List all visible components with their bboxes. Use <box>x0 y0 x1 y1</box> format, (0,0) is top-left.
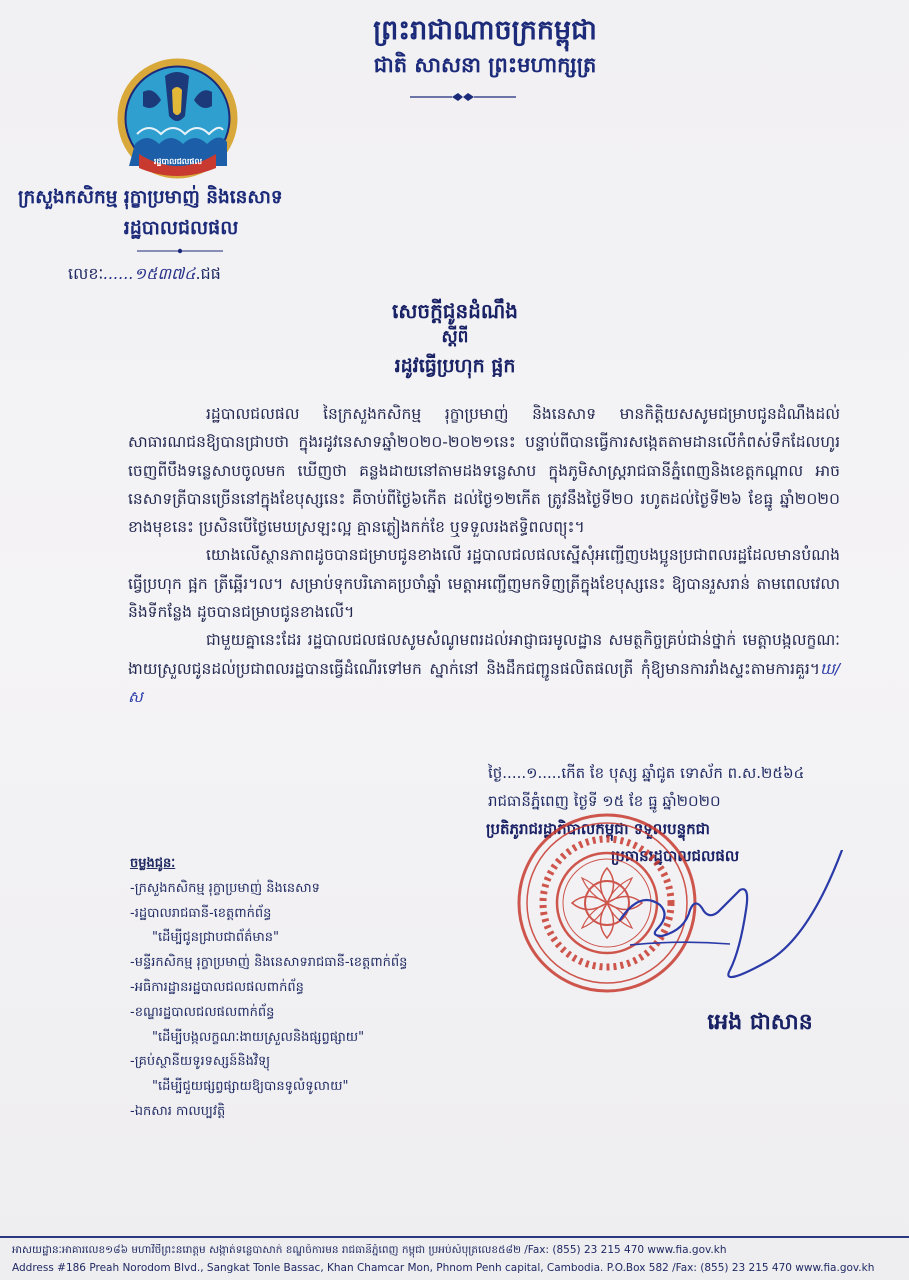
cc-list <box>130 877 460 1125</box>
footer-address-english: Address #186 Preah Norodom Blvd., Sangkat Tonle Bassac, Khan Chamcar Mon, Phnom Penh capital, Cambodia. P.O.Box 582 /Fax: (855) 23 215 470 www.fia.gov.kh <box>12 1262 875 1274</box>
reference-suffix: .ជផ <box>195 264 221 283</box>
ministry-name: ក្រសួងកសិកម្ម រុក្ខាប្រមាញ់ និងនេសាទ <box>18 187 283 208</box>
notice-subject: រដូវធ្វើប្រហុក ផ្អក <box>394 355 516 377</box>
cc-item: -គ្រប់ស្ថានីយទូរទស្សន៍និងវិទ្យុ <box>130 1054 271 1070</box>
cc-heading: ចម្លងជូនៈ <box>130 856 176 871</box>
footer-address-khmer: អាសយដ្ឋានៈអាគារលេខ១៨៦ មហាវិថីព្រះនរោត្តម សង្កាត់ទន្លេបាសាក់ ខណ្ឌចំការមន រាជធានីភ្នំពេញ កម្ពុជា ប្រអប់សំបុត្រលេខ៥៨២ /Fax: (855) 23 215 470 www.fia.gov.kh <box>12 1244 727 1256</box>
cc-item-note: "ដើម្បីជួយផ្សព្វផ្សាយឱ្យបានទូលំទូលាយ" <box>152 1079 349 1095</box>
signatory-name: អេង ជាសាន <box>707 1010 813 1035</box>
cc-item-note: "ដើម្បីបង្កលក្ខណៈងាយស្រួលនិងផ្សព្វផ្សាយ" <box>152 1029 365 1045</box>
handwritten-initial: ឃ/ស <box>128 659 840 706</box>
cc-item: -អធិការដ្ឋានរដ្ឋបាលជលផលពាក់ព័ន្ធ <box>130 979 304 995</box>
footer-rule <box>0 1236 909 1238</box>
body-paragraph-2: យោងលើស្ថានភាពដូចបានជម្រាបជូនខាងលើ រដ្ឋបាលជលផលស្នើសុំអញ្ជើញបងប្អូនប្រជាពលរដ្ឋដែលមានបំណងធ្វើប្រហុក ផ្អក ត្រីឆ្អើរ។ល។ សម្រាប់ទុកបរិភោគប្រចាំឆ្នាំ មេត្តាអញ្ជើញមកទិញត្រីក្នុងខែបុស្សនេះ ឱ្យបានរួសរាន់ តាមពេលវេលា និងទីកន្លែង ដូចបានជម្រាបជូនខាងលើ។ <box>128 546 840 622</box>
signature <box>590 850 850 990</box>
kingdom-heading: ព្រះរាជាណាចក្រកម្ពុជា <box>373 15 597 46</box>
cc-item: -រដ្ឋបាលរាជធានី-ខេត្តពាក់ព័ន្ធ <box>130 905 272 921</box>
body-paragraph-1: រដ្ឋបាលជលផល នៃក្រសួងកសិកម្ម រុក្ខាប្រមាញ់ និងនេសាទ មានកិត្តិយសសូមជម្រាបជូនដំណឹងដល់សាធារណជនឱ្យបានជ្រាបថា ក្នុងរដូវនេសាទឆ្នាំ២០២០-២០២១នេះ បន្ទាប់ពីបានធ្វើការសង្កេតតាមដានលើកំពស់ទឹកដែលហូរចេញពីបឹងទន្លេសាបចូលមក ឃើញថា គន្លងដាយនៅតាមដងទន្លេសាប ក្នុងភូមិសាស្ត្ររាជធានីភ្នំពេញនិងខេត្តកណ្តាល អាចនេសាទត្រីបានច្រើននៅក្នុងខែបុស្សនេះ គឺចាប់ពីថ្ងៃ៦កើត ដល់ថ្ងៃ១២កើត ត្រូវនឹងថ្ងៃទី២០ រហូតដល់ថ្ងៃទី២៦ ខែធ្នូ ឆ្នាំ២០២០ ខាងមុខនេះ ប្រសិនបើថ្ងៃមេឃស្រឡះល្អ គ្មានភ្លៀងកក់ខែ ឬទទួលរងឥទ្ធិពលព្យុះ។ <box>128 405 840 537</box>
cc-item: -ក្រសួងកសិកម្ម រុក្ខាប្រមាញ់ និងនេសាទ <box>130 880 320 896</box>
cc-section <box>130 852 460 1125</box>
cc-item: -ខណ្ឌរដ្ឋបាលជលផលពាក់ព័ន្ធ <box>130 1004 275 1020</box>
signatory-title-2: ប្រធានរដ្ឋបាលជលផល <box>610 847 740 865</box>
cc-item-note: "ដើម្បីជូនជ្រាបជាព័ត៌មាន" <box>152 930 279 946</box>
ministry-divider <box>135 246 225 256</box>
cc-item: -ឯកសារ កាលប្បវត្តិ <box>130 1103 226 1119</box>
notice-title: សេចក្តីជូនដំណឹង <box>392 299 518 323</box>
logo-banner-text: រដ្ឋបាលជលផល <box>153 157 203 166</box>
national-motto: ជាតិ សាសនា ព្រះមហាក្សត្រ <box>373 53 597 77</box>
body-paragraph-3 <box>128 626 840 711</box>
reference-number: ......១៥៣៧៤ <box>103 264 196 283</box>
ornament-divider <box>408 90 518 104</box>
signatory-title-1: ប្រតិភូរាជរដ្ឋាភិបាលកម្ពុជា ទទួលបន្ទុកជា <box>486 820 710 838</box>
lunar-date: ថ្ងៃ.....១.....កើត ខែ បុស្ស ឆ្នាំជូត ទោស័ក ព.ស.២៥៦៤ <box>488 764 805 782</box>
place-and-date: រាជធានីភ្នំពេញ ថ្ងៃទី ១៥ ខែ ធ្នូ ឆ្នាំ២០២០ <box>488 792 721 810</box>
reference-label: លេខៈ <box>68 264 104 283</box>
body-paragraph-3-text: ជាមួយគ្នានេះដែរ រដ្ឋបាលជលផលសូមសំណូមពរដល់អាជ្ញាធរមូលដ្ឋាន សមត្ថកិច្ចគ្រប់ជាន់ថ្នាក់ មេត្តាបង្កលក្ខណៈងាយស្រួលជូនដល់ប្រជាពលរដ្ឋបានធ្វើដំណើរទៅមក ស្នាក់នៅ និងដឹកជញ្ជូនផលិតផលត្រី កុំឱ្យមានការរាំងស្ទះតាមការគួរ។ <box>128 631 840 678</box>
department-name: រដ្ឋបាលជលផល <box>123 217 239 239</box>
notice-body <box>128 400 840 711</box>
notice-about: ស្តីពី <box>441 327 469 347</box>
cc-item: -មន្ទីរកសិកម្ម រុក្ខាប្រមាញ់ និងនេសាទរាជធានី-ខេត្តពាក់ព័ន្ធ <box>130 955 408 971</box>
reference-line <box>68 263 221 287</box>
